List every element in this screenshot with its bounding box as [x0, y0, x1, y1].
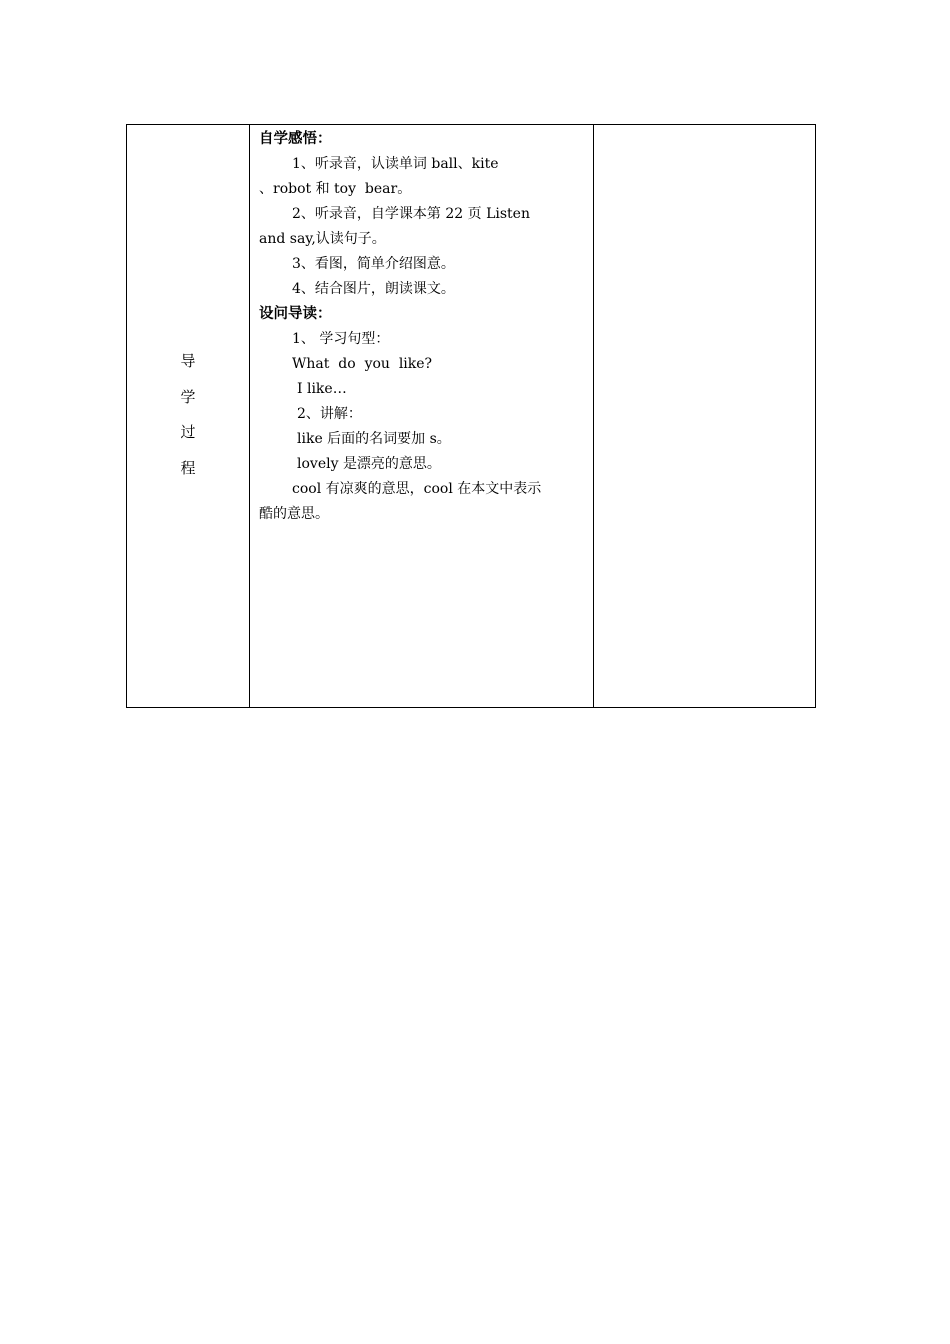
step-2-line-1: 2、听录音，自学课本第 22 页 Listen	[292, 206, 530, 222]
step-3: 3、看图，简单介绍图意。	[292, 256, 455, 272]
self-study-heading: 自学感悟：	[259, 131, 332, 147]
explanation-lovely: lovely 是漂亮的意思。	[297, 456, 441, 472]
guided-item-2: 2、讲解：	[297, 406, 362, 422]
step-1-line-1: 1、听录音，认读单词 ball、kite	[292, 156, 499, 172]
sentence-pattern-answer: I like…	[297, 381, 347, 397]
step-4: 4、结合图片，朗读课文。	[292, 281, 455, 297]
guided-reading-heading: 设问导读：	[259, 306, 332, 322]
section-label-char: 过	[180, 423, 196, 441]
section-label-char: 程	[180, 458, 196, 477]
explanation-cool-line-1: cool 有凉爽的意思，cool 在本文中表示	[292, 481, 542, 497]
guided-item-1: 1、 学习句型：	[292, 331, 390, 347]
content-cell	[250, 125, 594, 708]
table-row	[127, 125, 816, 708]
lesson-plan-table	[126, 124, 816, 708]
section-label-char: 学	[180, 387, 196, 406]
step-1-line-2: 、robot 和 toy bear。	[259, 181, 412, 197]
section-label-char: 导	[180, 352, 196, 370]
explanation-like: like 后面的名词要加 s。	[297, 431, 451, 447]
sentence-pattern-question: What do you like?	[292, 356, 433, 372]
section-label	[127, 344, 249, 486]
section-label-cell	[127, 125, 250, 708]
explanation-cool-line-2: 酷的意思。	[259, 506, 329, 522]
step-2-line-2: and say,认读句子。	[259, 231, 386, 247]
notes-cell	[594, 125, 816, 708]
